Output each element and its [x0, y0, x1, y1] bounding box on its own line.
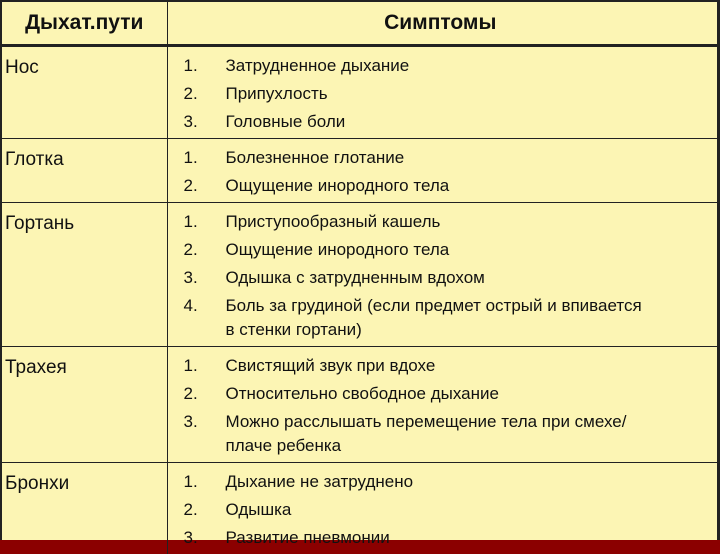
- item-text: Болезненное глотание: [226, 146, 718, 170]
- item-number: 2.: [168, 82, 226, 106]
- list-item: [168, 174, 718, 198]
- table-row: [2, 347, 717, 463]
- tract-cell: Бронхи: [2, 463, 167, 554]
- list-item: [168, 382, 718, 406]
- item-number: 2.: [168, 238, 226, 262]
- list-item: [168, 470, 718, 494]
- symptom-list: [168, 210, 718, 342]
- tract-cell: Гортань: [2, 203, 167, 347]
- tract-cell: Глотка: [2, 139, 167, 203]
- item-text: Одышка с затрудненным вдохом: [226, 266, 718, 290]
- item-number: 1.: [168, 470, 226, 494]
- list-item: [168, 294, 718, 342]
- item-text: Затрудненное дыхание: [226, 54, 718, 78]
- list-item: [168, 526, 718, 550]
- item-number: 3.: [168, 266, 226, 290]
- symptoms-table: [2, 2, 717, 554]
- list-item: [168, 54, 718, 78]
- symptoms-cell: [167, 203, 717, 347]
- list-item: [168, 354, 718, 378]
- list-item: [168, 498, 718, 522]
- list-item: [168, 146, 718, 170]
- item-text: Одышка: [226, 498, 718, 522]
- tract-cell: Нос: [2, 46, 167, 139]
- header-tract: Дыхат.пути: [2, 2, 167, 46]
- table-row: [2, 463, 717, 554]
- item-text: Развитие пневмонии: [226, 526, 718, 550]
- tract-cell: Трахея: [2, 347, 167, 463]
- item-number: 1.: [168, 54, 226, 78]
- symptom-list: [168, 470, 718, 550]
- item-text: Свистящий звук при вдохе: [226, 354, 718, 378]
- item-text: Головные боли: [226, 110, 718, 134]
- symptom-list: [168, 146, 718, 198]
- item-text: Дыхание не затруднено: [226, 470, 718, 494]
- symptom-list: [168, 54, 718, 134]
- list-item: [168, 210, 718, 234]
- item-number: 2.: [168, 498, 226, 522]
- symptoms-cell: [167, 347, 717, 463]
- table-header-row: [2, 2, 717, 46]
- item-text: Боль за грудиной (если предмет острый и впивается в стенки гортани): [226, 294, 718, 342]
- item-number: 3.: [168, 410, 226, 458]
- table-row: [2, 139, 717, 203]
- symptom-list: [168, 354, 718, 458]
- item-number: 2.: [168, 174, 226, 198]
- item-number: 3.: [168, 526, 226, 550]
- list-item: [168, 82, 718, 106]
- item-number: 3.: [168, 110, 226, 134]
- symptoms-cell: [167, 463, 717, 554]
- item-number: 2.: [168, 382, 226, 406]
- item-text: Ощущение инородного тела: [226, 174, 718, 198]
- item-text: Можно расслышать перемещение тела при смехе/плаче ребенка: [226, 410, 718, 458]
- list-item: [168, 110, 718, 134]
- list-item: [168, 410, 718, 458]
- header-symptoms: Симптомы: [167, 2, 717, 46]
- list-item: [168, 238, 718, 262]
- item-number: 1.: [168, 354, 226, 378]
- item-text: Относительно свободное дыхание: [226, 382, 718, 406]
- item-text: Ощущение инородного тела: [226, 238, 718, 262]
- item-text: Приступообразный кашель: [226, 210, 718, 234]
- item-text: Припухлость: [226, 82, 718, 106]
- item-number: 1.: [168, 146, 226, 170]
- table-row: [2, 46, 717, 139]
- item-number: 1.: [168, 210, 226, 234]
- list-item: [168, 266, 718, 290]
- table-row: [2, 203, 717, 347]
- symptoms-cell: [167, 46, 717, 139]
- item-number: 4.: [168, 294, 226, 342]
- symptoms-cell: [167, 139, 717, 203]
